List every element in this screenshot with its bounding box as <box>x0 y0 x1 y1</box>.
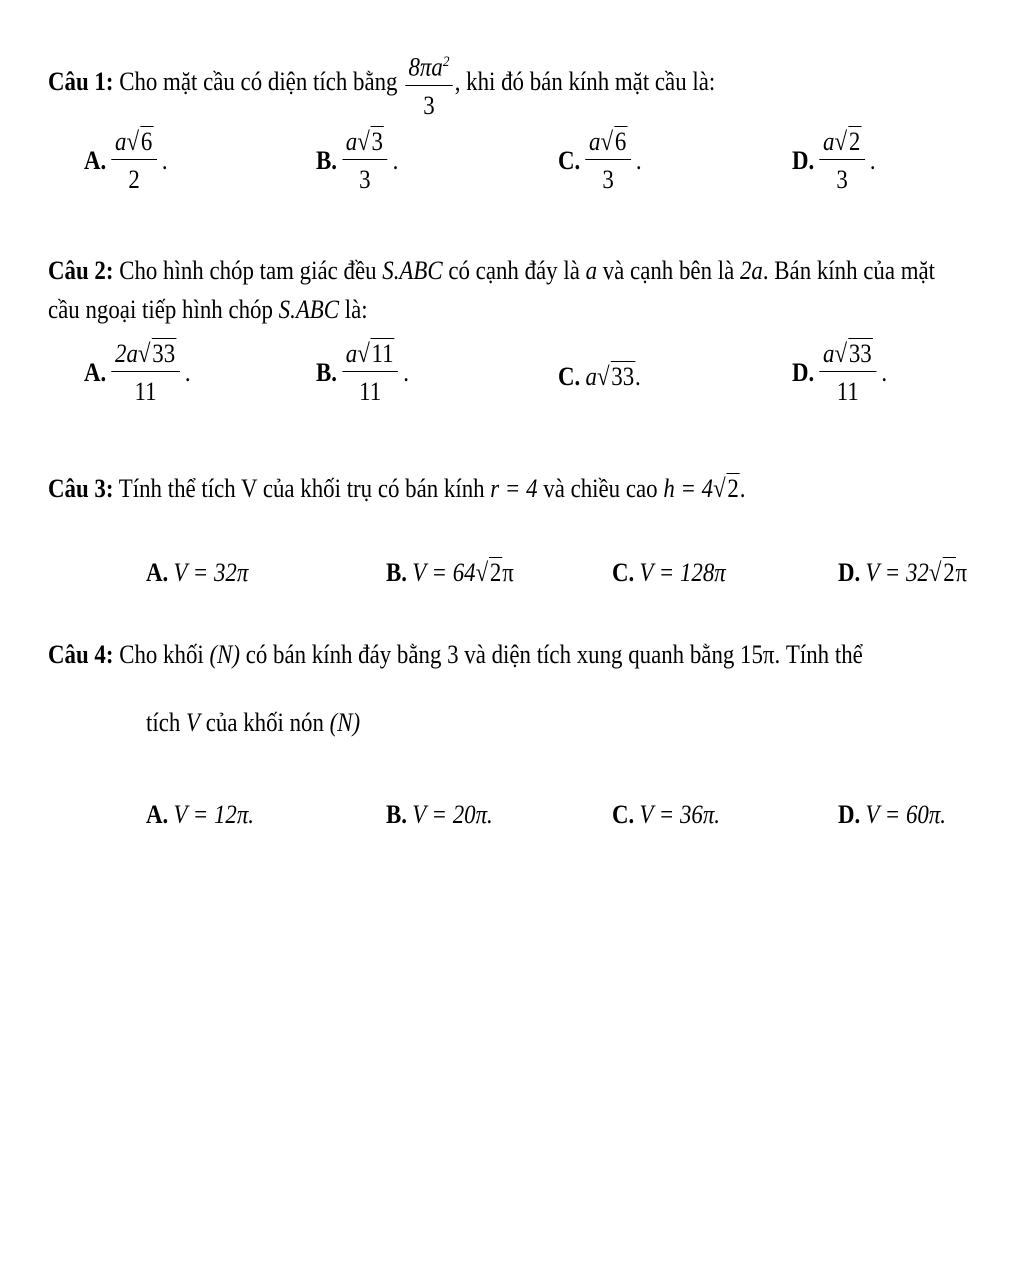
q2-b-end: . <box>403 358 409 387</box>
q2-option-a-frac: $\frac{2a√33}{11}$ <box>112 340 180 406</box>
q1-option-c-frac: $\frac{a√6}{3}$ <box>586 128 631 194</box>
q1-option-d-frac: $\frac{a√2}{3}$ <box>820 128 865 194</box>
q2-option-d-frac: $\frac{a√33}{11}$ <box>820 340 877 406</box>
q1-option-d[interactable] <box>792 128 876 194</box>
q2-d-rad: 33 <box>848 339 872 368</box>
q2-line1-d: . Bán kính của mặt <box>762 256 936 285</box>
q4-d-value: V = 60π. <box>865 800 947 829</box>
q2-d-den: 11 <box>836 377 859 406</box>
q2-line1-math2: a <box>585 256 598 285</box>
q2-b-coef: a <box>345 339 358 368</box>
q4-line1-b: có bán kính đáy bằng 3 và diện tích xung quanh bằng 15π. Tính thể <box>245 640 863 669</box>
q4-option-b[interactable] <box>386 800 493 830</box>
q2-a-coef: 2a <box>115 339 138 368</box>
question-1-frac-num: 8πa <box>408 52 443 82</box>
q2-line1-math3: 2a <box>739 256 763 285</box>
q1-d-end: . <box>869 146 876 175</box>
question-1-text-before: Cho mặt cầu có diện tích bằng <box>119 66 398 96</box>
q1-c-rad: 6 <box>614 127 627 156</box>
q2-d-coef: a <box>823 339 835 368</box>
q1-a-rad: 6 <box>140 127 153 156</box>
q4-line1-a: Cho khối <box>119 640 204 669</box>
q3-math2-rad: 2 <box>727 474 739 503</box>
q1-c-den: 3 <box>602 165 614 194</box>
q2-line2-b: là: <box>344 295 368 324</box>
q2-option-a[interactable] <box>84 340 191 406</box>
q3-c-value: V = 128π <box>639 558 726 587</box>
q4-line2-math1: V <box>186 708 201 737</box>
q2-option-b-frac: $\frac{a√11}{11}$ <box>342 340 398 406</box>
q2-a-end: . <box>184 358 191 387</box>
q3-b-post: π <box>502 558 514 587</box>
q3-option-c-letter: C. <box>612 558 635 587</box>
q1-option-b-frac: $\frac{a√3}{3}$ <box>342 128 387 194</box>
q4-option-b-letter: B. <box>386 800 407 829</box>
q1-d-den: 3 <box>836 165 848 194</box>
q2-option-c[interactable]: C. a√33. <box>558 362 641 391</box>
q2-line1-c: và cạnh bên là <box>602 256 735 285</box>
q2-option-b[interactable] <box>316 340 409 406</box>
question-2-line-1 <box>48 256 935 286</box>
q4-c-value: V = 36π. <box>639 800 721 829</box>
q2-c-rad: 33 <box>611 362 635 391</box>
q3-a-value: V = 32π <box>173 558 249 587</box>
q1-a-den: 2 <box>128 165 140 194</box>
q1-option-d-letter: D. <box>792 146 815 175</box>
question-1-frac-exp: 2 <box>442 54 450 70</box>
q2-line2-a: cầu ngoại tiếp hình chóp <box>48 295 273 324</box>
q3-option-d-letter: D. <box>838 558 861 587</box>
q4-option-a-letter: A. <box>146 800 169 829</box>
q3-b-rad: 2 <box>489 558 502 587</box>
q1-a-end: . <box>161 146 168 175</box>
q4-option-c[interactable] <box>612 800 720 830</box>
q3-option-c[interactable] <box>612 558 726 588</box>
question-1-text-after: , khi đó bán kính mặt cầu là: <box>454 66 716 96</box>
q3-option-a[interactable] <box>146 558 248 588</box>
q1-option-c[interactable] <box>558 128 642 194</box>
q1-d-rad: 2 <box>848 127 861 156</box>
q1-d-coef: a <box>823 127 835 156</box>
question-1-frac-den: 3 <box>423 90 435 120</box>
q1-option-b[interactable] <box>316 128 398 194</box>
q1-option-c-letter: C. <box>558 146 581 175</box>
q3-option-a-letter: A. <box>146 558 169 587</box>
q3-math2-pre: h = 4 <box>663 474 714 503</box>
q3-math1: r = 4 <box>490 474 538 503</box>
q1-option-a-frac: $\frac{a√6}{2}$ <box>112 128 157 194</box>
question-2-label: Câu 2: <box>48 256 114 285</box>
q1-option-a-letter: A. <box>84 146 107 175</box>
q3-b-pre: V = 64 <box>412 558 476 587</box>
q2-c-coef: a <box>585 362 597 391</box>
question-4-line-2 <box>146 708 360 738</box>
question-4-label: Câu 4: <box>48 640 114 669</box>
q3-option-b-letter: B. <box>386 558 407 587</box>
q3-text-b: và chiều cao <box>543 474 658 503</box>
q3-option-d[interactable]: D. V = 32√2π <box>838 558 968 587</box>
q2-a-rad: 33 <box>152 339 176 368</box>
q4-option-d[interactable] <box>838 800 946 830</box>
q1-b-end: . <box>392 146 399 175</box>
q1-c-end: . <box>635 146 642 175</box>
q1-b-coef: a <box>345 127 358 156</box>
question-1-fraction <box>405 48 453 120</box>
question-1-stem <box>48 48 715 120</box>
question-1-label: Câu 1: <box>48 66 114 96</box>
q2-b-den: 11 <box>359 377 382 406</box>
q2-option-b-letter: B. <box>316 358 337 387</box>
q4-option-a[interactable] <box>146 800 254 830</box>
question-2-line-2 <box>48 295 368 325</box>
q2-option-c-letter: C. <box>558 362 581 391</box>
q2-a-den: 11 <box>134 377 157 406</box>
q2-c-end: . <box>635 362 641 391</box>
q2-d-end: . <box>881 358 888 387</box>
q4-option-d-letter: D. <box>838 800 861 829</box>
q2-line1-b: có cạnh đáy là <box>448 256 580 285</box>
q4-option-c-letter: C. <box>612 800 635 829</box>
q2-option-a-letter: A. <box>84 358 107 387</box>
question-3-stem: Câu 3: Tính thể tích V của khối trụ có bán kính r = 4 và chiều cao h = 4√2. <box>48 474 746 503</box>
q4-line2-a: tích <box>146 708 181 737</box>
q4-a-value: V = 12π. <box>173 800 255 829</box>
q1-b-rad: 3 <box>371 127 383 156</box>
q2-option-d[interactable] <box>792 340 887 406</box>
q3-d-rad: 2 <box>943 558 955 587</box>
q2-line1-a: Cho hình chóp tam giác đều <box>119 256 377 285</box>
q2-line2-math: S.ABC <box>278 295 340 324</box>
q4-line2-b: của khối nón <box>205 708 324 737</box>
question-3-label: Câu 3: <box>48 474 114 503</box>
q1-a-coef: a <box>115 127 127 156</box>
q3-d-post: π <box>955 558 968 587</box>
q2-line1-math1: S.ABC <box>382 256 443 285</box>
q4-b-value: V = 20π. <box>412 800 493 829</box>
q4-line2-math2: (N) <box>329 708 361 737</box>
q3-option-b[interactable]: B. V = 64√2π <box>386 558 514 587</box>
q1-b-den: 3 <box>359 165 371 194</box>
q2-b-rad: 11 <box>371 339 394 368</box>
q1-c-coef: a <box>589 127 601 156</box>
question-4-line-1 <box>48 640 863 670</box>
q2-option-d-letter: D. <box>792 358 815 387</box>
q1-option-a[interactable] <box>84 128 168 194</box>
q3-end: . <box>739 474 746 503</box>
q1-option-b-letter: B. <box>316 146 337 175</box>
q4-line1-math: (N) <box>209 640 240 669</box>
q3-d-pre: V = 32 <box>865 558 929 587</box>
q3-text-a: Tính thể tích V của khối trụ có bán kính <box>118 474 485 503</box>
